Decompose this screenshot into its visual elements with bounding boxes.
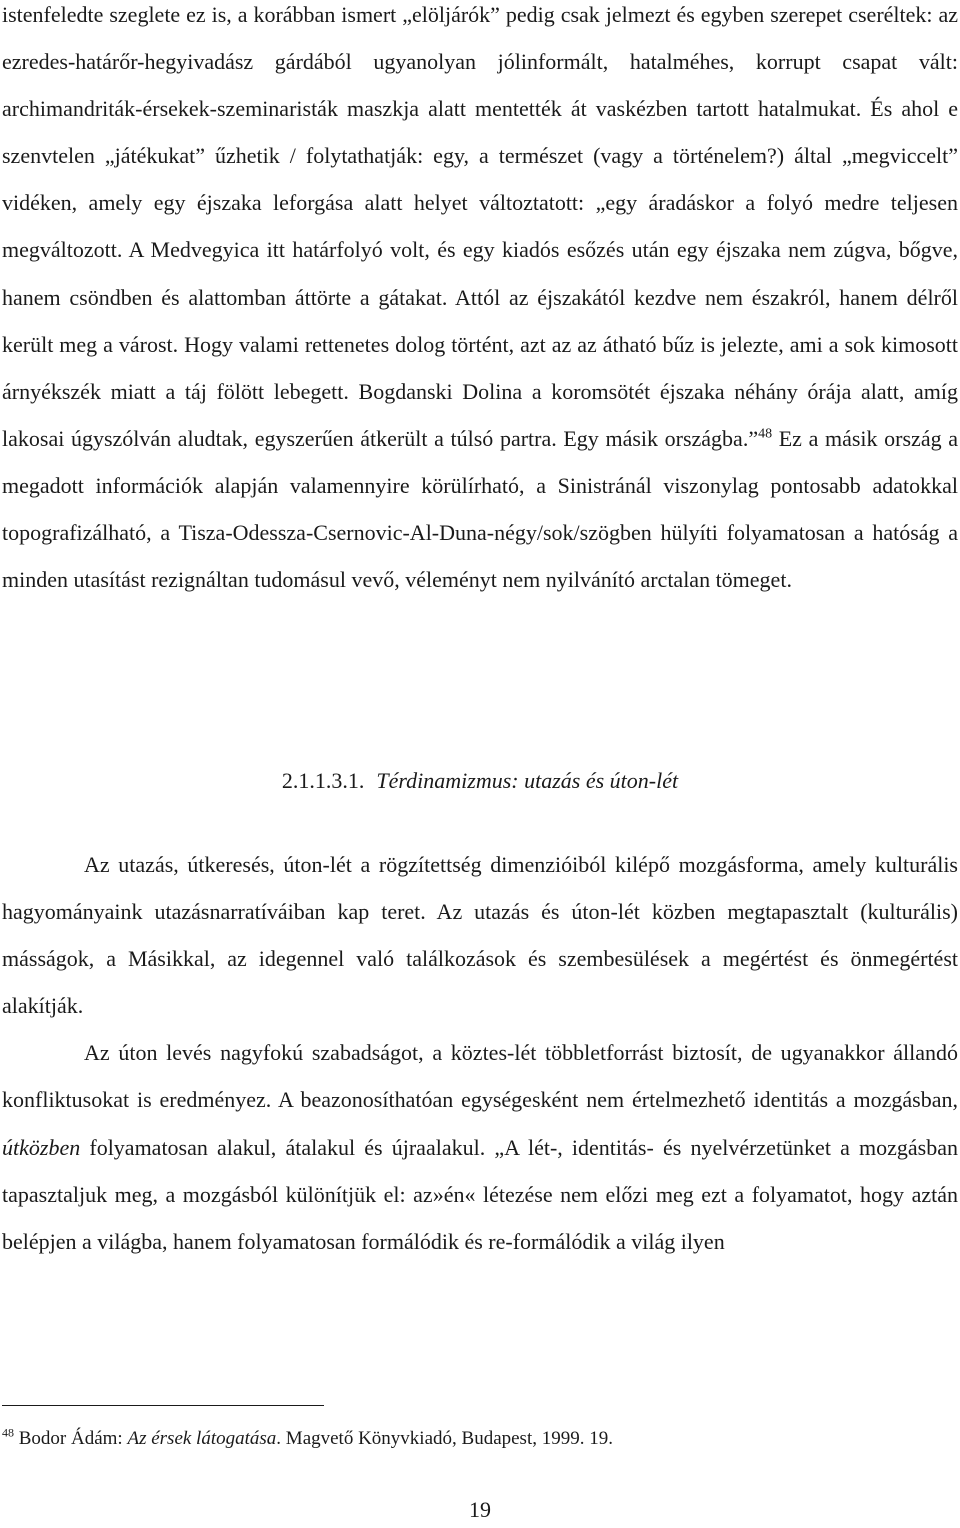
footnote-number: 48 (2, 1425, 14, 1440)
body-text (2, 0, 958, 603)
section-heading (0, 763, 960, 799)
paragraph-3 (2, 1029, 958, 1264)
paragraph-3-emphasis: útközben (2, 1134, 81, 1160)
footnote-details: . Magvető Könyvkiadó, Budapest, 1999. 19. (276, 1428, 613, 1449)
footnote-title: Az érsek látogatása (127, 1428, 277, 1449)
footnote-author: Bodor Ádám: (14, 1428, 128, 1449)
paragraph-2: Az utazás, útkeresés, úton-lét a rögzítettség dimenzióiból kilépő mozgásforma, amely kulturális hagyományaink utazásnarratíváiban kap teret. Az utazás és úton-lét közben megtapasztalt (kulturális) másságok, a Másikkal, az idegennel való találkozások és szembesülések a megértést és önmegértést alakítják. (2, 852, 958, 1019)
footnote (2, 1427, 613, 1451)
footnote-divider (2, 1405, 324, 1406)
section-number: 2.1.1.3.1. (281, 768, 365, 793)
section-title: Térdinamizmus: utazás és úton-lét (376, 768, 679, 793)
paragraph-3-text: Az úton levés nagyfokú szabadságot, a köztes-lét többletforrást biztosít, de ugyanakkor állandó konfliktusokat is eredményez. A beazonosíthatóan egységesként nem értelmezhető identitás a mozgásban, (2, 1040, 958, 1113)
page-number: 19 (469, 1497, 491, 1522)
footnote-reference[interactable]: 48 (758, 426, 773, 442)
section-body (2, 841, 958, 1265)
paragraph-1-text-cont: Ez a másik ország a megadott információk alapján valamennyire körülírható, a Sinistránál viszonylag pontosabb adatokkal topografizálható, a Tisza-Odessza-Csernovic-Al-Duna-négy/sok/szögben hülyíti folyamatosan a hatóság a minden utasítást rezignáltan tudomásul vevő, véleményt nem nyilvánító arctalan tömeget. (2, 425, 958, 593)
paragraph-3-text-cont: folyamatosan alakul, átalakul és újraalakul. „A lét-, identitás- és nyelvérzetünket a mozgásban tapasztaljuk meg, a mozgásból különítjük el: az»én« létezése nem előzi meg ezt a folyamatot, hogy aztán belépjen a világba, hanem folyamatosan formálódik és re-formálódik a világ ilyen (2, 1134, 958, 1254)
paragraph-1 (2, 0, 958, 603)
paragraph-1-text: istenfeledte szeglete ez is, a korábban ismert „elöljárók” pedig csak jelmezt és egyben szerepet cseréltek: az ezredes-határőr-hegyivadász gárdából ugyanolyan jólinformált, hatalméhes, korrupt csapat vált: archimandriták-érsekek-szeminaristák maszkja alatt mentették át vaskézben tartott hatalmukat. És ahol e szenvtelen „játékukat” űzhetik / folytathatják: egy, a természet (vagy a történelem?) által „megviccelt” vidéken, amely egy éjszaka leforgása alatt helyet változtatott: „egy áradáskor a folyó medre teljesen megváltozott. A Medvegyica itt határfolyó volt, és egy kiadós esőzés után egy éjszaka nem zúgva, bőgve, hanem csöndben és alattomban áttörte a gátakat. Attól az éjszakától kezdve nem északról, hanem délről került meg a várost. Hogy valami rettenetes dolog történt, azt az az átható bűz is jelezte, ami a sok kimosott árnyékszék miatt a táj fölött lebegett. Bogdanski Dolina a koromsötét éjszaka néhány órája alatt, amíg lakosai úgyszólván aludtak, egyszerűen átkerült a túlsó partra. Egy másik országba.” (2, 2, 958, 451)
